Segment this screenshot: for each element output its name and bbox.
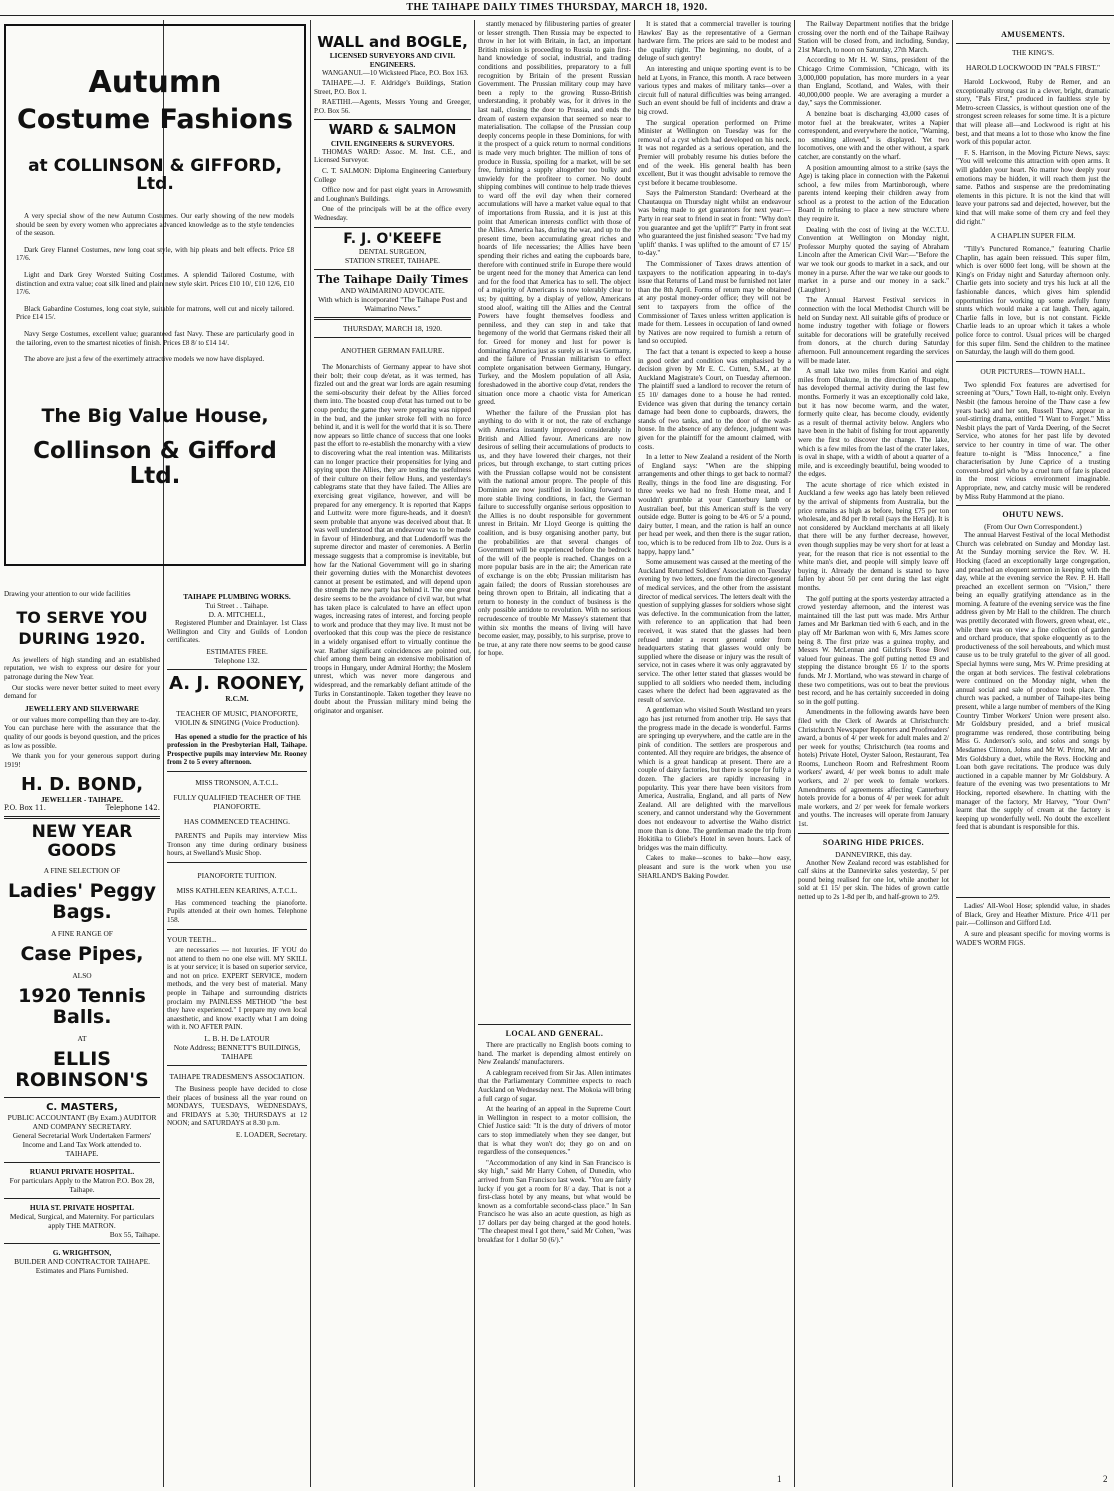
column-1	[4, 590, 160, 1485]
bond-title-2: DURING 1920.	[18, 629, 146, 649]
collinson-gifford-ad	[4, 24, 306, 566]
article-paragraph: A small lake two miles from Karioi and eight miles from Ohakune, in the direction of Ruapehu, has developed thermal activity during the last few months. Formerly it was an exceptionally cold lake, but it has now become warm, and the water, formerly quite clear, has become cloudy, evidently as a result of thermal activity below. Anglers who have been in the habit of fishing for trout apparently were the first to discover the change. The lake, which is a few miles from the last of the crater lakes, is oval in shape, with a width of about a quarter of a mile, and is exceedingly beautiful, being wooded to the edges.	[798, 367, 949, 479]
new-year-title: NEW YEAR GOODS	[31, 822, 133, 861]
article-paragraph: Amendments in the following awards have been filed with the Clerk of Awards at Christchurch: Christchurch Newspaper Reporters and Proofreaders' award, a bonus of 4/ per week for adult males and 2/ per week for youths; Christchurch (tea rooms and hotels) Private Hotel, Oyster Saloon, Restaurant, Tea Rooms, Luncheon Room and Refreshment Room workers' award, 4/ per week bonus to adult male workers, and 2/ per week to female workers. Amendments of agreements affecting Canterbury hotels provide for a bonus of 4/ per week for adult male workers, and 2/ per week for female workers and youths. The increases will operate from January 1st.	[798, 708, 949, 829]
paper-title: The Taihape Daily Times	[316, 272, 469, 286]
ohutu-heading: OHUTU NEWS.	[1002, 510, 1064, 520]
article-paragraph: The acute shortage of rice which existed in Auckland a few weeks ago has lately been relieved by the arrival of shipments from Australia, but the price remains as high as before, being £75 per ton wholesale, and 8d per lb retail (says the Herald). It is not considered by Auckland merchants at all likely that there will be any further decrease, however, even though supplies may be very short for at least a year, for the reason that rice is not essential to the white man's diet, and people will simply leave off buying it. Already the demand is stated to have fallen by about 50 per cent during the last eight months.	[798, 480, 949, 592]
tronson-text: PARENTS and Pupils may interview Miss Tronson any time during ordinary business hours, at Swelland's Music Shop.	[167, 831, 307, 858]
bond-intro: Drawing your attention to our wide facilities	[4, 590, 131, 598]
chaplin-text: "Tilly's Punctured Romance," featuring Charlie Chaplin, has again been reissued. This super film, which is over 6000 feet long, will be shown at the King's on Friday night and Saturday afternoon only. Charlie gets into society and trys his luck at all the fashionable dances, which gives him splendid opportunities for working up some awfully funny stunts which would make a cat laugh. Then, again, Charlie falls in love, but is not constant. Fickle Charlie leads to an uproar which it takes a whole police force to control. Usual prices will be charged for this super film. Send the children to the matinee on Saturday, the laugh will do them good.	[956, 245, 1110, 357]
peggy-bags: Ladies' Peggy Bags.	[7, 880, 157, 924]
amusement-paragraph: F. S. Harrison, in the Moving Picture News, says: "You will welcome this attraction with open arms. It will gladden your heart. No matter how deeply your emotions may be hidden, it will reach them just the same. Pathos and suspense are the predominating elements in this picture. It is not the kind that will leave your patrons sad and dejected, however, but the kind that will make some of them cry and feel they did right."	[956, 148, 1110, 226]
paper-incorporated: With which is incorporated "The Taihape Post and Waimarino News."	[318, 295, 467, 313]
okeefe-title: F. J. O'KEEFE	[343, 230, 442, 247]
ad-paragraph: Light and Dark Grey Worsted Suiting Costumes. A splendid Tailored Costume, with distinction and extra value; coat silk lined and plain new style skirt. Prices £10 10/, £10 12/6, £10 17/6.	[16, 271, 294, 297]
article-paragraph: Cakes to make—scones to bake—how easy, pleasant and sure is the work when you use SHARLAND'S Baking Powder.	[638, 854, 791, 880]
tronson-name: MISS TRONSON, A.T.C.L.	[195, 777, 279, 787]
new-year-range: A FINE RANGE OF	[51, 929, 113, 939]
tronson-text: FULLY QUALIFIED TEACHER OF THE PIANOFORTE.	[173, 792, 301, 811]
town-hall-text: Two splendid Fox features are advertised for screening at "Ours," Town Hall, to-night only. Evelyn Nesbit (the famous heroine of the Thaw case a few years back) and her son, Russell Thaw, appear in a soul-stirring drama, entitled "I Want to Forget." Miss Nesbit plays the part of Varda Deering, of the Secret Service, who atones for her past life by devoted service to her country in time of war. The other feature to-night is "Miss Innocence," a fine characterisation by June Caprice of a trusting convent-bred girl who by a cruel turn of fate is placed in the most vicious environment imaginable. Appropriate, new, and catchy music will be rendered by Miss Ruby Hammond at the piano.	[956, 380, 1110, 501]
ad-footer-2: Collinson & Gifford Ltd.	[33, 437, 277, 489]
wall-bogle-text: TAIHAPE.—J. F. Aldridge's Buildings, Station Street, P.O. Box 1.	[314, 79, 471, 96]
page-marker: 1	[777, 1474, 782, 1484]
kings-heading: THE KING'S.	[1012, 48, 1054, 57]
bond-paragraph: or our values more compelling than they are to-day. You can purchase here with the assurance that the quality of our goods is beyond question, and the prices as low as possible.	[4, 715, 160, 750]
local-general-heading: LOCAL AND GENERAL.	[505, 1029, 604, 1038]
ellis-robinson: ELLIS ROBINSON'S	[15, 1047, 149, 1091]
okeefe-address: STATION STREET, TAIHAPE.	[344, 255, 441, 265]
page-marker: 2	[1103, 1474, 1108, 1484]
case-pipes: Case Pipes,	[20, 943, 144, 966]
local-paragraph: There are practically no English boots coming to hand. The market is depending almost entirely on New Zealands' manufacturers.	[478, 1041, 631, 1067]
ward-salmon-subtitle: CIVIL ENGINEERS & SURVEYORS.	[330, 138, 455, 148]
ward-salmon-title: WARD & SALMON	[328, 123, 457, 139]
tradesmen-signature: E. LOADER, Secretary.	[235, 1130, 307, 1140]
article-paragraph: The Commissioner of Taxes draws attention of taxpayers to the notification appearing in to-day's issue that Returns of Land must be furnished not later than the 8th April. Forms of return may be obtained at any postal money-order office; they will not be sent to taxpayers from the office of the Commissioner of Taxes unless written application is made for them. Lessees in occupation of land owned by Natives are now required to furnish a return of land so occupied.	[638, 260, 791, 346]
rooney-text: Has opened a studio for the practice of his profession in the Presbyterian Hall, Taihape. Prospective pupils may interview Mr. Rooney from 2 to 5 every afternoon.	[167, 732, 307, 767]
plumbing-title: TAIHAPE PLUMBING WORKS.	[183, 592, 291, 601]
ward-salmon-text: One of the principals will be at the office every Wednesday.	[314, 205, 471, 222]
ruanui-text: For particulars Apply to the Matron P.O. Box 28, Taihape.	[9, 1175, 155, 1194]
tradesmen-text: The Business people have decided to close their places of business all the year round on MONDAYS, TUESDAYS, WEDNESDAYS, and FRIDAYS at 5.30; THURSDAYS at 12 NOON; and SATURDAYS at 8.30 p.m.	[167, 1085, 307, 1128]
article-paragraph: The Railway Department notifies that the bridge crossing over the north end of the Taihape Railway Station will be closed from, and including, Sunday, 21st March, to noon on Saturday, 27th March.	[798, 20, 949, 54]
teeth-note: Note Address; BENNETT'S BUILDINGS, TAIHAPE	[173, 1043, 301, 1062]
teeth-text: are necessaries — not luxuries. IF YOU do not attend to them no one else will. MY SKILL is at your service; it is based on superior service, and not on price. EXPERT SERVICE, modern methods, and the very best of material. Many people in Taihape and surrounding districts proclaim my PAINLESS METHOD "the best they have experienced." I prepare my own local anaesthetic, and know exactly what I am doing with it. NO AFTER PAIN.	[167, 946, 307, 1032]
rooney-name: A. J. ROONEY,	[169, 672, 305, 694]
bond-telephone: Telephone 142.	[105, 804, 160, 813]
column-6	[956, 20, 1110, 1485]
article-paragraph: The golf putting at the sports yesterday attracted a crowd yesterday afternoon, and the interest was maintained till the last putt was made. Mrs Arthur James and Mr Barkman tied with 6 each, and in the play off Mr Barkman won with 6, Mrs James score being 8. The first prize was a guinea trophy, and Messrs W. McLennan and Gilchrist's Rose Bowl valued four guineas. The golf putting netted £9 and stepping the distance brought £6 1/ to the sports funds. Mr J. Mortland, who was steward in charge of these two competitions, was out to beat the previous best record, and he has certainly succeeded in doing so in the golf putting.	[798, 594, 949, 706]
ad-paragraph: A very special show of the new Autumn Costumes. Our early showing of the new models should be seen by every women who appreciates advanced knowledge as to the style tendencies of the season.	[16, 212, 294, 238]
masters-town: TAIHAPE.	[65, 1148, 99, 1158]
column-rule	[310, 20, 311, 1487]
editorial-heading: ANOTHER GERMAN FAILURE.	[340, 346, 445, 355]
column-2	[314, 20, 471, 1485]
ad-paragraph: Dark Grey Flannel Costumes, new long coat style, with hip pleats and belt effects. Price £8 17/6.	[16, 245, 294, 263]
column-rule	[952, 20, 953, 1487]
plumbing-telephone: Telephone 132.	[214, 655, 260, 665]
column-3	[478, 20, 631, 1485]
kearins-name: MISS KATHLEEN KEARINS, A.T.C.L.	[176, 885, 298, 895]
wrightson-name: G. WRIGHTSON,	[52, 1247, 112, 1257]
local-paragraph: At the hearing of an appeal in the Supreme Court in Wellington in respect to a motor collision, the Chief Justice said: "It is the duty of drivers of motor cars to stop immediately when they see danger, but that is what they won't do; they go on and on regardless of the consequences."	[478, 1105, 631, 1157]
article-paragraph: Says the Palmerston Standard: Overheard at the Chautauqua on Thursday night whilst an endeavour was being made to get guarantors for next year:—Party in rear seat to friend in seat in front: "Why don't you guarantee and get the 'uplift'?" Party in front seat who guaranteed the just finished season: "I've had my 'uplift' thanks. I was uplifted to the amount of £7 15/ to-day."	[638, 189, 791, 258]
plumbing-text: Registered Plumber and Drainlayer. 1st Class Wellington and City and Guilds of London certificates.	[167, 619, 307, 645]
pianoforte-heading: PIANOFORTE TUITION.	[197, 870, 277, 880]
bond-box: P.O. Box 11.	[4, 804, 46, 813]
article-paragraph: A position amounting almost to a strike (says the Age) is taking place in connection with the Pakenui school, a few miles from Martinborough, where parents intend keeping their children away from school as a protest to the action of the Education Board in refusing to place a new structure where they require it.	[798, 163, 949, 224]
hose-ad: Ladies' All-Wool Hose; splendid value, in shades of Black, Grey and Heather Mixture. Price 4/11 per pair.—Collinson and Gifford Ltd.	[956, 902, 1110, 928]
bond-paragraph: We thank you for your generous support during 1919!	[4, 752, 160, 769]
teeth-heading: YOUR TEETH...	[167, 935, 217, 944]
wrightson-text: BUILDER AND CONTRACTOR TAIHAPE.	[14, 1256, 150, 1266]
article-paragraph: It is stated that a commercial traveller is touring Hawkes' Bay as the representative of a German hardware firm. The prices are said to be modest and the quality right. The beginning, no doubt, of a deluge of such gentry!	[638, 20, 791, 63]
local-paragraph: "Accommodation of any kind in San Francisco is sky high," said Mr Harry Cohen, of Dunedin, who arrived from San Francisco last week. "You are fairly lucky if you get a room for 8/ a day. That is not a first-class hotel by any means, but what would be known as a comfortable second-class place." In San Francisco he was also an acute question, as high as 17 dollars per day being charged at the good hotels. "The cheapest meal I got there," said Mr Cohen, "was breakfast for 1 dollar 50 (6/)."	[478, 1158, 631, 1245]
new-year-at: AT	[77, 1033, 87, 1043]
ohutu-text: The annual Harvest Festival of the local Methodist Church was celebrated on Sunday and Monday last. At the Sunday morning service the Rev. W. H. Hocking (faced an exceptionally large congregation, and preached an eloquent sermon in keeping with the day, while at the evening service the Rev. P. H. Hall preached an excellent sermon on "Vision," there being an equally gratifying attendance as in the morning. A feature of the evening service was the fine address given by Mr Hall to the children. The church was prettily decorated with flowers, green wheat, etc., while there was on view a fine collection of garden and orchard produce, that spoke eloquently as to the productiveness of the soil hereabouts, and which must cause us to be truly grateful to the giver of all good. Special hymns were sung, Mrs W. Prime presiding at the organ at both services. The festival celebrations were continued on the Monday night, when the annual social and sale of produce took place. The church was packed, a number of Taihape-ites being present, while a large number of members of the King Country Timber Workers' Union were present also. Mr Goldsbury presided, and a brief musical programme was rendered, those contributing being Miss G. Anderson's solo, and solos and songs by Mesdames Clinton, Johns and Mr W. Prime, Mr and Mrs Goldsbury a duet, while the Revs. Hocking and Loan both gave recitations. The produce was duly auctioned in a capable manner by Mr Goldsbury. A feature of the evening was two presentations to Mr Hocking, reported elsewhere. In chatting with the manager of the factory, Mr Harvey, "Your Own" learnt that the supply of cream at the factory is keeping up wonderfully well. No doubt the excellent feed that is abundant is responsible for this.	[956, 531, 1110, 832]
ad-paragraph: Navy Serge Costumes, excellent value; guaranteed fast Navy. These are particularly good in the tailoring, even to the smartest niceties of finish. Prices £8 8/ to £14 14/.	[16, 330, 294, 347]
column-rule	[634, 20, 635, 1487]
article-paragraph: A benzine boat is discharging 43,000 cases of motor fuel at the breakwater, writes a Napier correspondent, and everywhere the notice, "Warning, no smoking allowed," is displayed. Yet two locomotives, one with and the other without, a spark catcher, are constantly on the wharf.	[798, 109, 949, 161]
masters-text: PUBLIC ACCOUNTANT (By Exam.) AUDITOR AND COMPANY SECRETARY.	[7, 1112, 157, 1131]
column-5	[798, 20, 949, 1485]
column-2-ads	[167, 592, 307, 1485]
kearins-text: Has commenced teaching the pianoforte. Pupils attended at their own homes. Telephone 158.	[167, 898, 307, 924]
masthead: THE TAIHAPE DAILY TIMES THURSDAY, MARCH 18, 1920.	[0, 0, 1114, 16]
ward-salmon-text: C. T. SALMON: Diploma Engineering Canterbury College	[314, 166, 471, 184]
article-paragraph: Some amusement was caused at the meeting of the Auckland Returned Soldiers' Association on Tuesday evening by two letters, one from the director-general of medical services, and the other from the assistant director of medical services. The letters dealt with the question of supplying glasses for soldiers whose sight was defective. In the communication from the latter, with reference to an application that had been received, it was stated that the glasses had been refused under a recent general order from headquarters stating that glasses would only be supplied where the disease or injury was the result of service, not in cases where it was only aggravated by service. The other letter stated that glasses would be supplied to all soldiers who needed them, including cases where the defect had been aggravated as the result of service.	[638, 558, 791, 704]
editorial-text: The Monarchists of Germany appear to have shot their bolt; their coup de'etat, as it was termed, has fizzled out and the great war lords are again resuming the semi-obscurity their defeat by the Allies forced them into. The boasted coup d'etat has turned out to be coup perdu; the game they were preparing was nipped in the bud, and the junker stroke fell with no force behind it, and it is well for the world that it is so. There now appears so little chance of success that one looks past the effort to re-establish the monarchy with a view to discovering what the real intention was. Militarists can no longer practice their propensities for lying and spying upon the Allies, they are testing the usefulness of their culture on their fellow Huns, and yesterday's cablegrams state that they have failed. The Allies are exercising great vigilance, however, and will be prepared for any emergency. It is reported that Kapps and Luttwitz were more figure-heads, and it doesn't seem probable that anyone was deceived about that. It was well understood that an endeavour was to be made in favour of Hindenburg, and that Ludendorff was the supreme director and master of ceremonies. A Berlin message suggests that a compromise is inevitable, but how far the National Government will go in sharing their governing duties with the Monarchist devotees cannot at present be estimated, and will depend upon the strength the new party has behind it. The one great desire seems to be the avoidance of civil war, but what has taken place is calculated to have an effect upon wages, increasing rates of interest, and forcing people to work and produce that they may live. It must not be overlooked that this coup was the piece de resistance in a widely organised effort to virtually continue the war. Rather significant coincidences are pointed out, chief among them being an extensive mobilisation of troops in Hungary, under Admiral Horthy; the Moslem unrest, which was never more dangerous and widespread, and the remarkably defiant attitude of the Turks in Constantinople. Taken together they leave no doubt about the Prussian military mind being the originator and organiser.	[314, 363, 471, 715]
wall-bogle-subtitle: LICENSED SURVEYORS AND CIVIL ENGINEERS.	[329, 50, 456, 69]
local-paragraph: A cablegram received from Sir Jas. Allen intimates that the Parliamentary Committee expects to reach Auckland on Wednesday next. The Mokoia will bring a full cargo of sugar.	[478, 1068, 631, 1103]
article-paragraph: The Annual Harvest Festival services in connection with the local Methodist Church will be held on Sunday next. All suitable gifts of produce or home industry together with foliage or flowers suitable for decorations will be gratefully received from donors, at the church during Saturday afternoon. Full announcement regarding the services will be made later.	[798, 296, 949, 365]
huia-text: Medical, Surgical, and Maternity. For particulars apply THE MATRON.	[9, 1211, 155, 1230]
amusements-heading: AMUSEMENTS.	[1001, 30, 1065, 39]
paper-subtitle: AND WAIMARINO ADVOCATE.	[340, 286, 445, 295]
bond-paragraph: Our stocks were never better suited to meet every demand for	[4, 683, 160, 701]
column-rule	[474, 20, 475, 1487]
huia-box: Box 55, Taihape.	[109, 1229, 160, 1239]
bond-jewellery: JEWELLERY AND SILVERWARE	[25, 703, 139, 713]
rooney-rcm: R.C.M.	[225, 693, 249, 703]
huia-title: HUIA ST. PRIVATE HOSPITAL	[29, 1202, 135, 1212]
ad-store: at COLLINSON & GIFFORD, Ltd.	[28, 155, 282, 195]
wrightson-text: Estimates and Plans Furnished.	[35, 1265, 129, 1275]
hide-prices-dateline: DANNEVIRKE, this day.	[835, 849, 912, 859]
hide-prices-text: Another New Zealand record was established for calf skins at the Dannevirke sales yesterday, 5/ per pound being realised for one lot, while another lot sold at £1 15/ per skin. The hides of grown cattle netted up to 2s 1-8d per lb, and half-grown to 2/9.	[798, 858, 949, 901]
ohutu-subheading: (From Our Own Correspondent.)	[984, 522, 1082, 532]
bond-title: TO SERVE YOU	[16, 607, 148, 627]
chaplin-heading: A CHAPLIN SUPER FILM.	[990, 231, 1076, 241]
new-year-selection: A FINE SELECTION OF	[43, 866, 121, 876]
ward-salmon-text: THOMAS WARD: Assoc. M. Inst. C.E., and Licensed Surveyor.	[314, 147, 471, 165]
plumbing-address: Tui Street . . Taihape.	[205, 601, 269, 610]
plumbing-name: D. A. MITCHELL,	[208, 610, 266, 619]
wall-bogle-text: WANGANUI.—10 Wicksteed Place, P.O. Box 163.	[322, 68, 469, 77]
article-paragraph: Dealing with the cost of living at the W.C.T.U. Convention at Wellington on Monday night, Professor Murphy quoted the saying of Abraham Lincoln after the American Civil War:—"Before the war we took our goods to market in a sack, and our money in a purse. After the war we take our goods to market in a purse and our money in a sack." (Laughter.)	[798, 225, 949, 294]
ad-paragraph: Black Gabardine Costumes, long coat style, suitable for matrons, well cut and nicely tailored. Price £14 15/.	[16, 304, 294, 322]
worm-figs-ad: A sure and pleasant specific for moving worms is WADE'S WORM FIGS.	[956, 929, 1110, 947]
article-paragraph: An interesting and unique sporting event is to be held at Lyons, in France, this month. A race between various types and makes of military tanks—over a circuit full of natural difficulties was being arranged. Such an event should be full of incidents and draw a big crowd.	[638, 64, 791, 116]
bond-name: H. D. BOND,	[20, 774, 144, 796]
article-paragraph: A gentleman who visited South Westland ten years ago has just returned from another trip. He says that the progress made in the decade is wonderful. Farms are springing up everywhere, and the cattle are in the pink of condition. The settlers are prosperous and contented. All they require are bridges, the absence of which is a great handicap at present. There are a couple of dairy factories, but there is scope for fully a dozen. The glaciers are rapidly increasing in popularity. This year there have been visitors from America, Australia, England, and all parts of New Zealand. All are delighted with the marvellous scenery, and cannot understand why the Government does not endeavour to advertise the Waiho district more than is done. The gentleman made the trip from Hokitika to Gliebe's Hotel in seven hours. Lack of bridges was the main difficulty.	[638, 706, 791, 852]
bond-address: JEWELLER - TAIHAPE.	[40, 795, 124, 805]
ad-title: Autumn	[88, 65, 222, 100]
tradesmen-heading: TAIHAPE TRADESMEN'S ASSOCIATION.	[169, 1072, 305, 1082]
town-hall-heading: OUR PICTURES—TOWN HALL.	[980, 366, 1086, 376]
amusement-paragraph: Harold Lockwood, Ruby de Remer, and an exceptionally strong cast in a clever, bright, dramatic story, "Pals First," produced in faultless style by Metro-screen Classics, is without question one of the strongest screen releases for some time. It is a picture that will please all—and Lockwood is right at his best, and that means a lot to those who know the fine work of this popular actor.	[956, 78, 1110, 147]
tennis-balls: 1920 Tennis Balls.	[18, 985, 146, 1029]
new-year-also: ALSO	[72, 971, 92, 981]
ad-footer: The Big Value House,	[41, 404, 269, 427]
article-paragraph: Whether the failure of the Prussian plot has anything to do with it or not, the rate of exchange with America instantly improved considerably in British and Allied favour. Americans are now desirous of selling their accumulations of products to us, and they have lowered their charges, not their prices, but through exchange, to start cutting prices with the Prussian collapse would not be consistent with the national amour propre. The people of this Dominion are now justified in looking forward to more stable living conditions, in fact, the German failure to successfully organise serious opposition to the Allies is no doubt responsible for government unrest in Britain. Mr Lloyd George is quitting the coalition, and is busy organising another party, but the probabilities are that several changes of Government will be experienced before the bedrock of the will of the people is reached. Changes on a more popular basis are in the air; the American rate of exchange is on the ebb; Prussian militarism has again failed; the doors of Russian storehouses are being thrown open to Britain, all indicating that a return to honesty in the conduct of business is the only possible antidote to revolution. With no serious recrudescence of trouble Mr Massey's statement that within six months the means of living will have become easier, may, possibly, to his surprise, prove to be true, at any rate there now seems to be good cause for hope.	[478, 408, 631, 658]
paper-date: THURSDAY, MARCH 18, 1920.	[343, 324, 442, 333]
article-paragraph: The fact that a tenant is expected to keep a house in good order and condition was emphasised by a decision given by Mr E. C. Cutten, S.M., at the Auckland Magistrate's Court, on Tuesday afternoon. The plaintiff sued a landlord to recover the return of £5 10/ damages done to a house he had rented. Evidence was given that during the tenancy certain damage had been done to cupboards, drawers, the stands of two tanks, and to the door of the wash-house. In the absence of any defence, judgment was given for the plaintiff for the amount claimed, with costs.	[638, 347, 791, 451]
rooney-text: TEACHER OF MUSIC, PIANOFORTE, VIOLIN & SINGING (Voice Production).	[174, 708, 300, 727]
bond-paragraph: As jewellers of high standing and an established reputation, we wish to express our desire for your patronage during the New Year.	[4, 655, 160, 681]
article-paragraph: In a letter to New Zealand a resident of the North of England says: "When are the shipping arrangements and other things to get back to normal? Really, things in the food line are disgusting. For three weeks we had no fresh Home meat, and I wouldn't grumble at your Canterbury lamb or Australian beef, but this American stuff is the very outside edge. Butter is going to be 4/6 or 5/ a pound, dairy butter, I mean, and the ration is half an ounce per head per week, and then there is the sugar ration, too, which is to be reduced from 1lb to 2oz. Ours is a happy, happy land."	[638, 453, 791, 556]
ad-paragraph: The above are just a few of the exertimely attractive models we now have displayed.	[24, 355, 265, 364]
masters-text: General Secretarial Work Undertaken Farmers' Income and Land Tax Work attended to.	[12, 1130, 152, 1149]
teeth-name: L. B. H. De LATOUR	[204, 1034, 270, 1044]
article-paragraph: According to Mr H. W. Sims, president of the Chicago Crime Commission, "Chicago, with its 3,000,000 population, has more murders in a year than England, Scotland, and Wales, with their 40,000,000 people. We are averaging a murder a day," says the Commissioner.	[798, 56, 949, 108]
ruanui-title: RUANUI PRIVATE HOSPITAL.	[29, 1166, 135, 1176]
ward-salmon-text: Office now and for past eight years in Arrowsmith and Loughnan's Buildings.	[314, 186, 471, 203]
wall-bogle-title: WALL and BOGLE,	[317, 33, 468, 51]
hide-prices-heading: SOARING HIDE PRICES.	[822, 837, 925, 847]
plumbing-estimates: ESTIMATES FREE.	[206, 646, 268, 656]
article-paragraph: The surgical operation performed on Prime Minister at Wellington on Tuesday was for the removal of a cyst which had developed on his neck. It was not regarded as a serious operation, and the Premier will probably resume his duties before the end of the week. His general health has been excellent, But it was thought advisable to remove the cyst before it became troublesome.	[638, 118, 791, 187]
column-rule	[794, 20, 795, 1487]
masters-name: C. MASTERS,	[46, 1101, 118, 1113]
wall-bogle-text: RAETIHI.—Agents, Messrs Young and Greeger, P.O. Box 56.	[314, 98, 471, 115]
okeefe-subtitle: DENTAL SURGEON,	[358, 246, 427, 256]
article-paragraph: stantly menaced by filibustering parties of greater or lesser strength. Then Russia may be expected to throw in her lot with Britain, in fact, an important British mission is proceeding to Russia to gain first-hand knowledge of social, industrial, and trading conditions and possibilities, preparatory to a full recognition by Britain of the present Russian Government. The Prussian military coup may have been a reply to the growing Russo-British understanding, it probably was, for it drives in the last nail, closing the door to Prussia, and ends the dream of eastern expansion that seemed so near to materialisation. The collapse of the Prussian coup deeply concerns people in these Dominions, for with it the prospect of a quick return to normal conditions is made very much brighter. The million of tons of produce in Russia, spoiling for a market, will be set free, furnishing a supply altogether too bulky and unwieldy for the profiteer to corner. No doubt shipping combines will continue to help trade thieves to ward off the evil day when their cornered accumulations will have a market value equal to that of importations from Russia, and it is just at this point that American interests conflict with those of the Allies. America has, during the war, and up to the present time, been accumulating great riches and hoards of life necessaries; the Allies have been spending their riches and eating the cupboards bare, therefore with continued strife in Europe there would be urgent need for the money that America can lend and for the food that America has to sell. The object of a majority of Americans is now tolerably clear to us; by quitting, by a display of yellow, Americans stood aloof, waiting till the Allies and the Central Powers have fought themselves foodless and penniless, and they can step in and take that hegemony of the world that Germans risked their all for. Greed for money and lust for power is dominating America just as surely as it was Germany, and the failure of Prussian militarism to effect complete organisation between Germany, Hungary, Turkey, and the Moslem population of all Asia, foreshadowed in the abortive coup d'etat, renders the situation once more a chaotic vista for American greed.	[478, 20, 631, 407]
column-4	[638, 20, 791, 1485]
kings-subheading: HAROLD LOCKWOOD IN "PALS FIRST."	[966, 63, 1100, 72]
ad-title-2: Costume Fashions	[17, 104, 293, 135]
tronson-text: HAS COMMENCED TEACHING.	[183, 816, 290, 826]
